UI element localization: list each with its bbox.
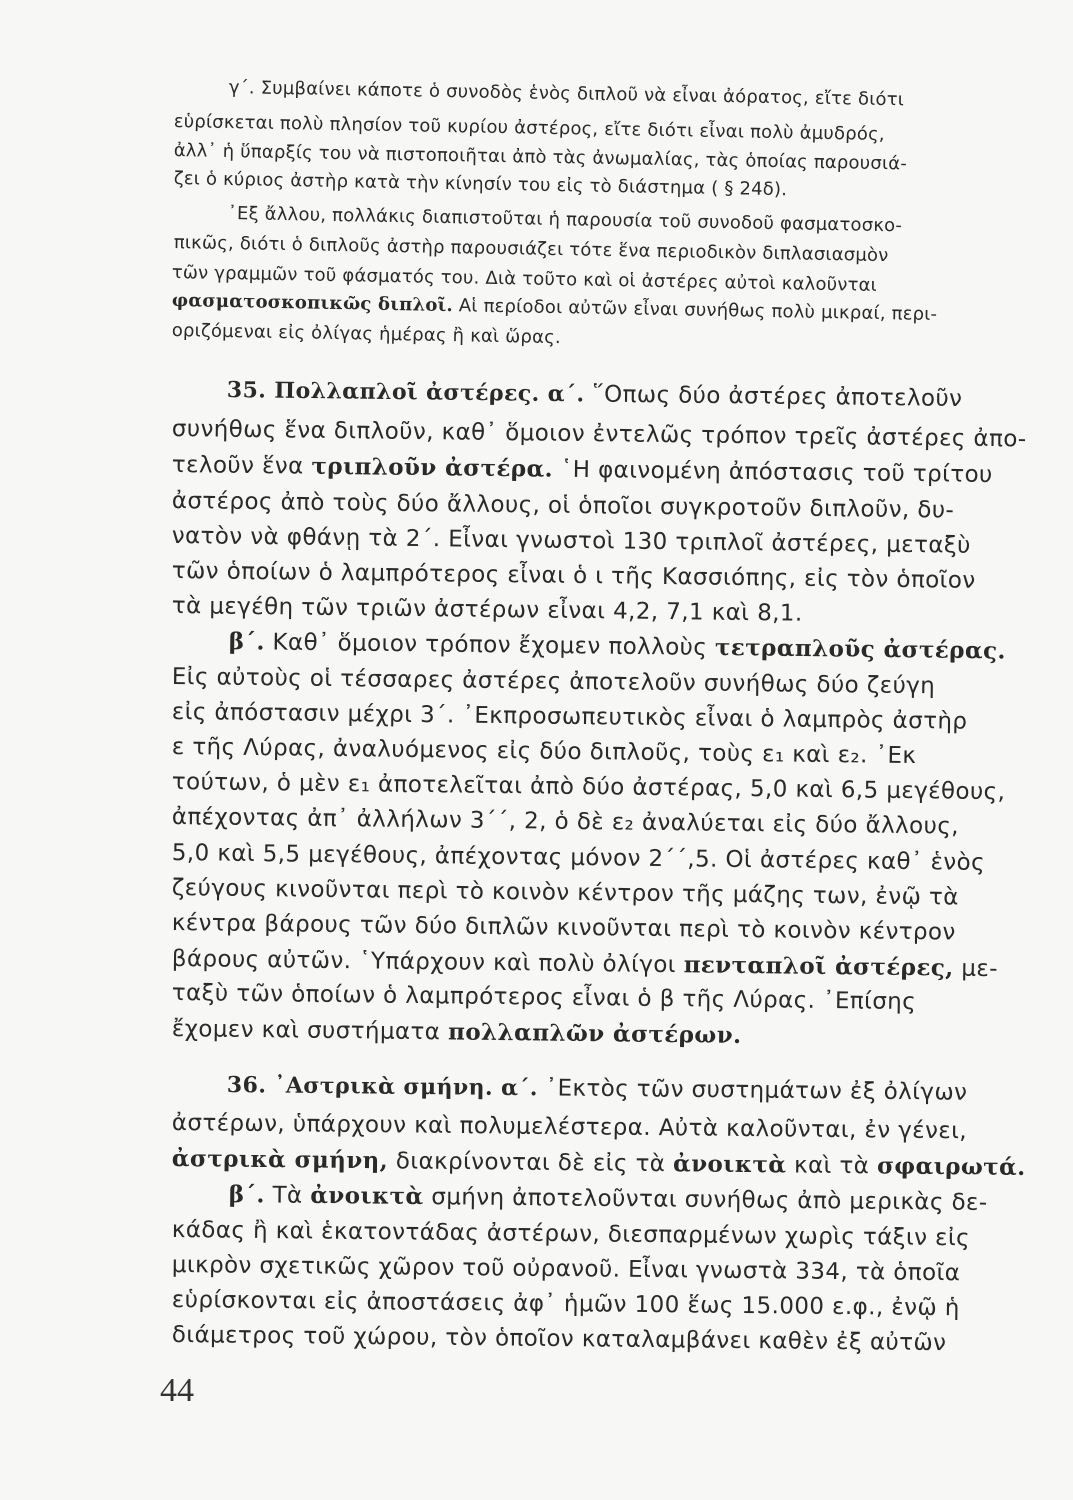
section-heading-line: 35. Πολλαπλοῖ ἀστέρες. α΄. ῞Οπως δύο ἀστέρες ἀποτελοῦν xyxy=(226,377,963,412)
bold-term: σφαιρωτά. xyxy=(876,1152,1026,1181)
text-line: ζεύγους κινοῦνται περὶ τὸ κοινὸν κέντρον τῆς μάζης των, ἐνῷ τὰ xyxy=(171,875,959,911)
text-line: βάρους αὐτῶν. ῾Υπάρχουν καὶ πολὺ ὀλίγοι πενταπλοῖ ἀστέρες, με- xyxy=(171,945,999,983)
text-line: ἀλλ᾽ ἡ ὕπαρξίς του νὰ πιστοποιῆται ἀπὸ τὰς ἀνωμαλίας, τὰς ὁποίας παρουσιά- xyxy=(173,140,908,175)
bold-term: φασματοσκοπικῶς διπλοῖ. xyxy=(171,290,454,317)
text-line: εὑρίσκονται εἰς ἀποστάσεις ἀφ᾽ ἡμῶν 100 ἕως 15.000 ε.φ., ἐνῷ ἡ xyxy=(171,1287,960,1322)
bold-term: τριπλοῦν ἀστέρα. xyxy=(311,452,554,483)
text-line: τῶν γραμμῶν τοῦ φάσματός του. Διὰ τοῦτο καὶ οἱ ἀστέρες αὐτοὶ καλοῦνται xyxy=(171,262,878,296)
section-heading-line: 36. ᾽Αστρικὰ σμήνη. α΄. ᾽Εκτὸς τῶν συστημάτων ἐξ ὀλίγων xyxy=(226,1072,968,1106)
bold-term: τετραπλοῦς ἀστέρας. xyxy=(714,633,1007,665)
bold-term: ἀνοικτὰ xyxy=(672,1150,787,1179)
text-line: ζει ὁ κύριος ἀστὴρ κατὰ τὴν κίνησίν του εἰς τὸ διάστημα ( § 24δ). xyxy=(173,168,788,201)
text-line: β΄. Καθ᾽ ὅμοιον τρόπον ἔχομεν πολλοὺς τετραπλοῦς ἀστέρας. xyxy=(228,628,1007,665)
section-heading: 36. ᾽Αστρικὰ σμήνη. α΄. xyxy=(226,1072,539,1102)
subsection-label: β΄. xyxy=(228,1181,265,1209)
section-heading: 35. Πολλαπλοῖ ἀστέρες. α΄. xyxy=(226,377,585,408)
bold-term: πολλαπλῶν ἀστέρων. xyxy=(447,1018,742,1049)
text-line: οριζόμεναι εἰς ὀλίγας ἡμέρας ἢ καὶ ὥρας. xyxy=(171,320,562,349)
text-line: ἀστρικὰ σμήνη, διακρίνονται δὲ εἰς τὰ ἀνοικτὰ καὶ τὰ σφαιρωτά. xyxy=(171,1145,1026,1181)
text-line: τῶν ὁποίων ὁ λαμπρότερος εἶναι ὁ ι τῆς Κασσιόπης, εἰς τὸν ὁποῖον xyxy=(171,558,976,594)
text-line: ε τῆς Λύρας, ἀναλυόμενος εἰς δύο διπλοῦς, τοὺς ε₁ καὶ ε₂. ᾽Εκ xyxy=(171,734,917,770)
text-line: μικρὸν σχετικῶς χῶρον τοῦ οὐρανοῦ. Εἶναι γνωστὰ 334, τὰ ὁποῖα xyxy=(171,1252,961,1287)
text-line: ταξὺ τῶν ὁποίων ὁ λαμπρότερος εἶναι ὁ β τῆς Λύρας. ᾽Επίσης xyxy=(171,980,917,1016)
text-line: κέντρα βάρους τῶν δύο διπλῶν κινοῦνται περὶ τὸ κοινὸν κέντρον xyxy=(171,910,956,946)
text-line: διάμετρος τοῦ χώρου, τὸν ὁποῖον καταλαμβάνει καθὲν ἐξ αὐτῶν xyxy=(171,1322,947,1357)
text-line: κάδας ἢ καὶ ἑκατοντάδας ἀστέρων, διεσπαρμένων χωρὶς τάξιν εἰς xyxy=(171,1217,971,1252)
text-line: β΄. Τὰ ἀνοικτὰ σμήνη ἀποτελοῦνται συνήθως ἀπὸ μερικὰς δε- xyxy=(228,1181,988,1216)
bold-term: ἀνοικτὰ xyxy=(310,1181,424,1211)
text-line: τελοῦν ἕνα τριπλοῦν ἀστέρα. ῾Η φαινομένη ἀπόστασις τοῦ τρίτου xyxy=(171,451,993,489)
text-line: γ΄. Συμβαίνει κάποτε ὁ συνοδὸς ἑνὸς διπλοῦ νὰ εἶναι ἀόρατος, εἴτε διότι xyxy=(228,77,905,111)
text-line: ἀστέρων, ὑπάρχουν καὶ πολυμελέστερα. Αὐτὰ καλοῦνται, ἐν γένει, xyxy=(171,1110,968,1145)
text-line: εἰς ἀπόστασιν μέχρι 3΄. ᾽Εκπροσωπευτικὸς εἶναι ὁ λαμπρὸς ἀστὴρ xyxy=(171,699,968,735)
text-line: φασματοσκοπικῶς διπλοῖ. Αἱ περίοδοι αὐτῶν εἶναι συνήθως πολὺ μικραί, περι- xyxy=(171,290,938,326)
text-line: ᾽Εξ ἄλλου, πολλάκις διαπιστοῦται ἡ παρουσία τοῦ συνοδοῦ φασματοσκο- xyxy=(227,203,903,237)
text-line: νατὸν νὰ φθάνῃ τὰ 2΄. Εἶναι γνωστοὶ 130 τριπλοῖ ἀστέρες, μεταξὺ xyxy=(171,523,971,559)
text-line: Εἰς αὐτοὺς οἱ τέσσαρες ἀστέρες ἀποτελοῦν συνήθως δύο ζεύγη xyxy=(171,664,936,700)
text-line: συνήθως ἕνα διπλοῦν, καθ᾽ ὅμοιον ἐντελῶς τρόπον τρεῖς ἀστέρες ἀπο- xyxy=(171,416,1027,453)
text-line: τούτων, ὁ μὲν ε₁ ἀποτελεῖται ἀπὸ δύο ἀστέρας, 5,0 καὶ 6,5 μεγέθους, xyxy=(171,769,1006,806)
text-line: τὰ μεγέθη τῶν τριῶν ἀστέρων εἶναι 4,2, 7,1 καὶ 8,1. xyxy=(171,593,803,627)
page-number: 44 xyxy=(160,1372,194,1409)
text-line: πικῶς, διότι ὁ διπλοῦς ἀστὴρ παρουσιάζει τότε ἕνα περιοδικὸν διπλασιασμὸν xyxy=(173,232,889,267)
text-line: ἀστέρος ἀπὸ τοὺς δύο ἄλλους, οἱ ὁποῖοι συγκροτοῦν διπλοῦν, δυ- xyxy=(171,488,955,524)
text-line: ἔχομεν καὶ συστήματα πολλαπλῶν ἀστέρων. xyxy=(171,1015,742,1049)
bold-term: πενταπλοῖ ἀστέρες, xyxy=(683,951,954,982)
bold-term: ἀστρικὰ σμήνη, xyxy=(171,1145,389,1175)
text-line: 5,0 καὶ 5,5 μεγέθους, ἀπέχοντας μόνον 2΄΄,5. Οἱ ἀστέρες καθ᾽ ἑνὸς xyxy=(171,840,986,876)
text-line: ἀπέχοντας ἀπ᾽ ἀλλήλων 3΄΄, 2, ὁ δὲ ε₂ ἀναλύεται εἰς δύο ἄλλους, xyxy=(171,804,960,840)
text-line: εὑρίσκεται πολὺ πλησίον τοῦ κυρίου ἀστέρος, εἴτε διότι εἶναι πολὺ ἀμυδρός, xyxy=(173,111,885,146)
subsection-label: β΄. xyxy=(228,628,265,656)
